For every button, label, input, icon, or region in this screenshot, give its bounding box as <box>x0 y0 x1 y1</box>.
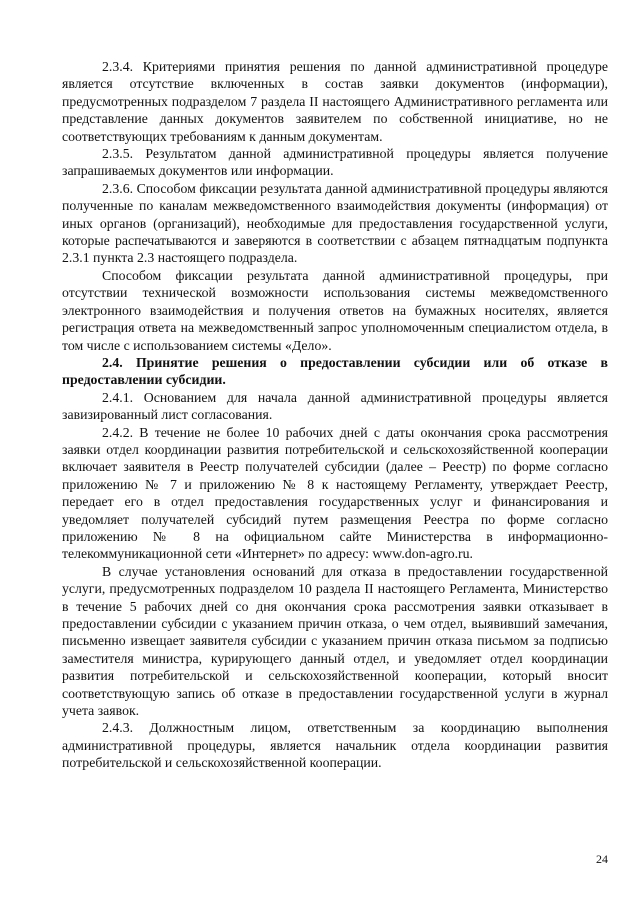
section-heading-2-4: 2.4. Принятие решения о предоставлении субсидии или об отказе в предоставлении субсидии. <box>62 354 608 388</box>
paragraph-2-4-3: 2.4.3. Должностным лицом, ответственным за координацию выполнения административной процедуры, является начальник отдела координации развития потребительской и сельскохозяйственной кооперации. <box>62 720 608 771</box>
paragraph-2-4-1: 2.4.1. Основанием для начала данной административной процедуры является завизированный лист согласования. <box>62 389 608 423</box>
paragraph-refusal: В случае установления оснований для отказа в предоставлении государственной услуги, предусмотренных подразделом 10 раздела II настоящего Регламента, Министерство в течение 5 рабочих дней со дня окончания срока рассмотрения заявки отказывает в предоставлении субсидии с указанием причин отказа, о чем отдел, выявивший замечания, письменно извещает заявителя субсидии с указанием причин отказа письмом за подписью заместителя министра, курирующего данный отдел, и уведомляет отдел координации развития потребительской и сельскохозяйственной кооперации, который вносит соответствующую запись об отказе в предоставлении государственной услуги в журнал учета заявок. <box>62 563 608 719</box>
paragraph-2-3-5: 2.3.5. Результатом данной административной процедуры является получение запрашиваемых документов или информации. <box>62 146 608 179</box>
paragraph-fixation-method: Способом фиксации результата данной административной процедуры, при отсутствии технической возможности использования системы межведомственного электронного взаимодействия и получения ответов на бумажных носителях, является регистрация ответа на межведомственный запрос уполномоченным специалистом отдела, в том числе с использованием системы «Дело». <box>62 267 608 353</box>
page-number: 24 <box>596 852 608 866</box>
paragraph-2-3-6: 2.3.6. Способом фиксации результата данной административной процедуры являются полученные по каналам межведомственного взаимодействия документы (информация) от иных органов (организаций), необходимые для предоставления государственной услуги, которые распечатываются и заверяются в соответствии с абзацем пятнадцатым подпункта 2.3.1 пункта 2.3 настоящего подраздела. <box>62 180 608 266</box>
paragraph-2-3-4: 2.3.4. Критериями принятия решения по данной административной процедуре является отсутствие включенных в состав заявки документов (информации), предусмотренных подразделом 7 раздела II настоящего Административного регламента или представление данных документов заявителем по собственной инициативе, но не соответствующих требованиям к данным документам. <box>62 59 608 144</box>
paragraph-2-4-2: 2.4.2. В течение не более 10 рабочих дней с даты окончания срока рассмотрения заявки отдел координации развития потребительской и сельскохозяйственной кооперации включает заявителя в Реестр получателей субсидии (далее – Реестр) по форме согласно приложению № 7 и приложению № 8 к настоящему Регламенту, утверждает Реестр, передает его в отдел предоставления государственных услуг и финансирования и уведомляет получателей субсидий путем размещения Реестра по форме согласно приложению № 8 на официальном сайте Министерства в информационно-телекоммуникационной сети «Интернет» по адресу: www.don-agro.ru. <box>62 424 608 562</box>
